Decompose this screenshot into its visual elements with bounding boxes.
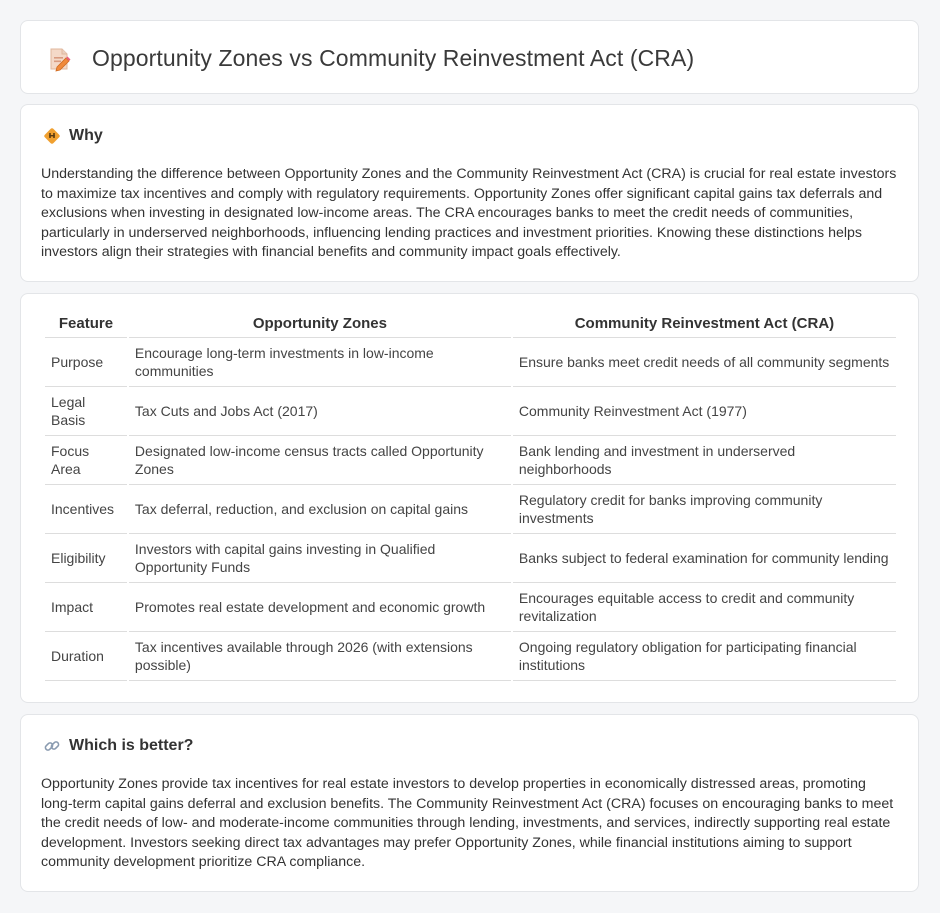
table-row xyxy=(45,387,896,436)
row-feature: Incentives xyxy=(45,485,127,534)
which-is-better-card xyxy=(20,714,919,892)
page-title: Opportunity Zones vs Community Reinvestment Act (CRA) xyxy=(92,45,695,71)
row-cra: Bank lending and investment in underserved neighborhoods xyxy=(513,436,896,485)
row-feature: Legal Basis xyxy=(45,387,127,436)
row-feature: Focus Area xyxy=(45,436,127,485)
row-opportunity-zones: Designated low-income census tracts called Opportunity Zones xyxy=(129,436,511,485)
row-cra: Ensure banks meet credit needs of all community segments xyxy=(513,338,896,387)
better-text: Opportunity Zones provide tax incentives for real estate investors to develop properties in economically distressed areas, promoting long-term capital gains deferral and exclusion benefits. The Community Reinvestment Act (CRA) focuses on encouraging banks to meet the credit needs of low- and moderate-income communities through lending, investments, and services, indirectly supporting real estate development. Investors seeking direct tax advantages may prefer Opportunity Zones, while financial institutions aiming to support community development prioritize CRA compliance. xyxy=(41,776,894,870)
row-opportunity-zones: Investors with capital gains investing in Qualified Opportunity Funds xyxy=(129,534,511,583)
row-feature: Impact xyxy=(45,583,127,632)
diamond-warning-icon xyxy=(43,127,61,145)
why-card xyxy=(20,104,919,282)
row-opportunity-zones: Tax incentives available through 2026 (with extensions possible) xyxy=(129,632,511,681)
document-edit-icon xyxy=(46,46,72,72)
comparison-table xyxy=(43,315,898,681)
table-row xyxy=(45,583,896,632)
table-row xyxy=(45,338,896,387)
header-feature: Feature xyxy=(45,315,127,338)
title-row xyxy=(46,45,694,72)
row-opportunity-zones: Tax Cuts and Jobs Act (2017) xyxy=(129,387,511,436)
why-text: Understanding the difference between Opportunity Zones and the Community Reinvestment Act (CRA) is crucial for real estate investors to maximize tax incentives and comply with regulatory requirements. Opportunity Zones offer significant capital gains tax deferrals and exclusions when investing in designated low-income areas. The CRA encourages banks to meet the credit needs of communities, particularly in underserved neighborhoods, influencing lending practices and investment priorities. Knowing these distinctions helps investors align their strategies with financial benefits and community impact goals effectively. xyxy=(41,166,897,260)
row-opportunity-zones: Encourage long-term investments in low-income communities xyxy=(129,338,511,387)
link-icon xyxy=(43,737,61,755)
row-cra: Encourages equitable access to credit and community revitalization xyxy=(513,583,896,632)
better-header xyxy=(43,737,193,755)
header-cra: Community Reinvestment Act (CRA) xyxy=(513,315,896,338)
row-feature: Duration xyxy=(45,632,127,681)
row-cra: Banks subject to federal examination for community lending xyxy=(513,534,896,583)
why-header xyxy=(43,127,103,145)
row-feature: Purpose xyxy=(45,338,127,387)
table-row xyxy=(45,632,896,681)
row-cra: Regulatory credit for banks improving community investments xyxy=(513,485,896,534)
why-heading: Why xyxy=(69,127,103,144)
table-row xyxy=(45,534,896,583)
table-header-row xyxy=(45,315,896,338)
table-row xyxy=(45,436,896,485)
comparison-card xyxy=(20,293,919,703)
row-feature: Eligibility xyxy=(45,534,127,583)
row-opportunity-zones: Tax deferral, reduction, and exclusion on capital gains xyxy=(129,485,511,534)
row-cra: Community Reinvestment Act (1977) xyxy=(513,387,896,436)
title-card xyxy=(20,20,919,94)
header-opportunity-zones: Opportunity Zones xyxy=(129,315,511,338)
table-row xyxy=(45,485,896,534)
row-opportunity-zones: Promotes real estate development and economic growth xyxy=(129,583,511,632)
row-cra: Ongoing regulatory obligation for participating financial institutions xyxy=(513,632,896,681)
better-heading: Which is better? xyxy=(69,737,194,754)
